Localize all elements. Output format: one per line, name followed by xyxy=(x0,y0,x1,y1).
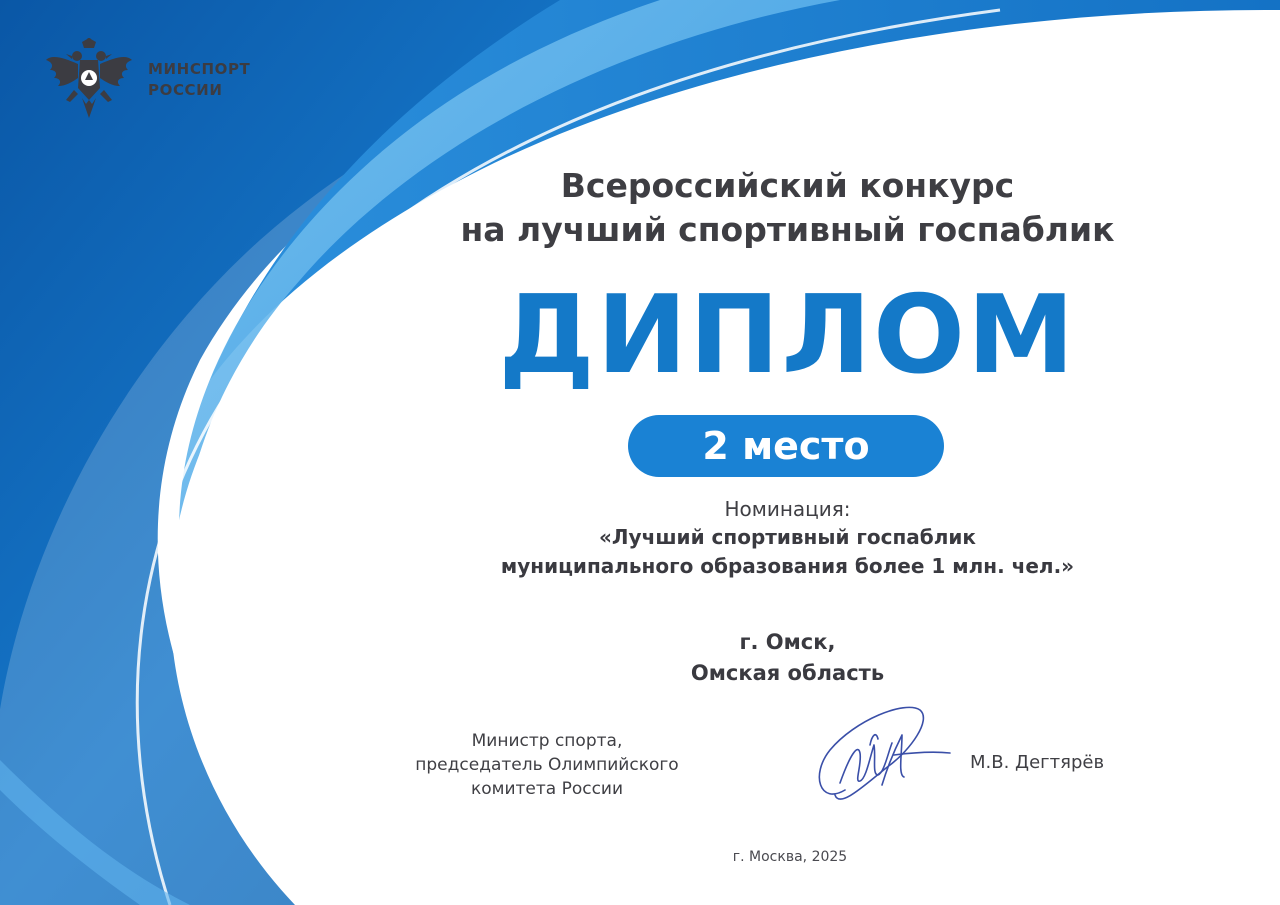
nomination-text xyxy=(420,523,1155,581)
signatory-position xyxy=(392,729,702,801)
ministry-name-line1: МИНСПОРТ xyxy=(148,60,251,78)
signatory-position-line3: комитета России xyxy=(470,779,624,799)
signatory-position-line1: Министр спорта, xyxy=(471,731,623,751)
signatory-name: М.В. Дегтярёв xyxy=(970,752,1105,773)
diploma-heading: ДИПЛОМ xyxy=(498,273,1077,398)
issue-place-date: г. Москва, 2025 xyxy=(732,849,848,865)
recipient-city: г. Омск, xyxy=(739,630,836,654)
ministry-name-line2: РОССИИ xyxy=(148,81,223,99)
signatory-position-line2: председатель Олимпийского xyxy=(415,755,679,775)
double-headed-eagle-icon xyxy=(44,38,134,122)
contest-title-line1: Всероссийский конкурс xyxy=(560,166,1015,205)
contest-title-line2: на лучший спортивный госпаблик xyxy=(460,210,1115,249)
nomination-line2: муниципального образования более 1 млн. чел.» xyxy=(500,554,1075,578)
ministry-logo xyxy=(44,38,250,122)
recipient-location xyxy=(420,627,1155,689)
nomination-label: Номинация: xyxy=(724,497,851,521)
handwritten-signature-icon xyxy=(810,695,970,820)
nomination-line1: «Лучший спортивный госпаблик xyxy=(599,525,976,549)
recipient-region: Омская область xyxy=(690,661,885,685)
place-badge: 2 место xyxy=(628,415,944,477)
contest-title xyxy=(420,164,1155,252)
ministry-name xyxy=(148,59,250,101)
